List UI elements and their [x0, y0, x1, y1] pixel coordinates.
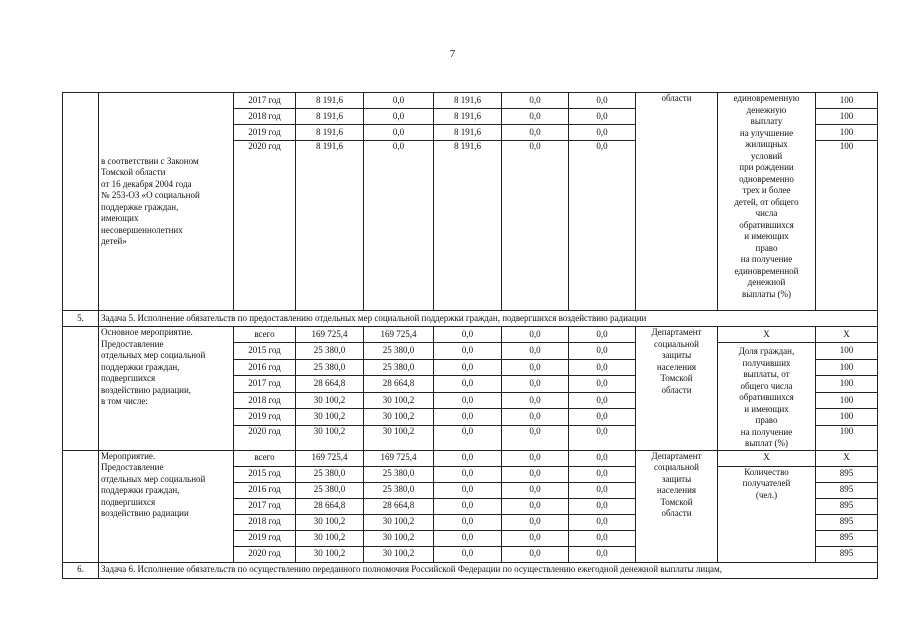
budget-cell: 0,0: [569, 466, 636, 482]
budget-cell: 0,0: [569, 343, 636, 360]
indicator-cell: Количество получателей (чел.): [718, 466, 816, 562]
budget-cell: 0,0: [502, 327, 569, 343]
budget-cell: 0,0: [502, 482, 569, 498]
budget-cell: 30 100,2: [364, 392, 434, 409]
budget-cell: 0,0: [434, 359, 502, 376]
budget-cell: 0,0: [434, 327, 502, 343]
budget-cell: 0,0: [502, 392, 569, 409]
budget-cell: 0,0: [364, 109, 434, 125]
budget-cell: 0,0: [502, 93, 569, 109]
indicator-cell: Доля граждан, получивших выплаты, от общего числа обратившихся и имеющих право на получение выплат (%): [718, 343, 816, 451]
total-cell: 30 100,2: [296, 425, 364, 450]
row-number-cell: [63, 450, 99, 562]
year-cell: 2019 год: [234, 530, 296, 546]
budget-cell: 0,0: [569, 376, 636, 393]
budget-cell: 0,0: [502, 466, 569, 482]
budget-cell: 0,0: [569, 141, 636, 311]
executor-cell: Департамент социальной защиты населения Томской области: [636, 327, 718, 451]
budget-cell: 0,0: [434, 409, 502, 426]
budget-cell: 0,0: [434, 376, 502, 393]
budget-cell: 30 100,2: [364, 409, 434, 426]
total-cell: 30 100,2: [296, 530, 364, 546]
budget-cell: 0,0: [569, 359, 636, 376]
program-table: [62, 92, 878, 579]
year-cell: 2017 год: [234, 498, 296, 514]
target-value-cell: X: [816, 450, 878, 466]
activity-description: Мероприятие. Предоставление отдельных мер социальной поддержки граждан, подвергшихся воздействию радиации: [99, 450, 234, 562]
budget-cell: 0,0: [502, 359, 569, 376]
budget-cell: 0,0: [364, 141, 434, 311]
year-cell: всего: [234, 327, 296, 343]
year-cell: всего: [234, 450, 296, 466]
budget-cell: 30 100,2: [364, 530, 434, 546]
budget-cell: 30 100,2: [364, 514, 434, 530]
budget-cell: 25 380,0: [364, 343, 434, 360]
budget-cell: 0,0: [569, 125, 636, 141]
task-row: [63, 311, 878, 327]
task-number: 5.: [63, 311, 99, 327]
target-value-cell: 100: [816, 409, 878, 426]
budget-cell: 0,0: [569, 327, 636, 343]
year-cell: 2016 год: [234, 482, 296, 498]
target-value-cell: 895: [816, 482, 878, 498]
budget-cell: 0,0: [434, 450, 502, 466]
total-cell: 25 380,0: [296, 466, 364, 482]
budget-cell: 0,0: [434, 343, 502, 360]
budget-cell: 0,0: [502, 343, 569, 360]
budget-cell: 0,0: [502, 546, 569, 562]
budget-cell: 0,0: [364, 125, 434, 141]
target-value-cell: 895: [816, 466, 878, 482]
year-cell: 2016 год: [234, 359, 296, 376]
budget-cell: 25 380,0: [364, 466, 434, 482]
task-row: [63, 562, 878, 578]
total-cell: 169 725,4: [296, 327, 364, 343]
total-cell: 30 100,2: [296, 514, 364, 530]
target-value-cell: 100: [816, 125, 878, 141]
budget-cell: 0,0: [502, 498, 569, 514]
page-number: 7: [449, 48, 456, 60]
budget-cell: 0,0: [434, 514, 502, 530]
budget-cell: 30 100,2: [364, 425, 434, 450]
total-cell: 8 191,6: [296, 125, 364, 141]
budget-cell: 0,0: [569, 482, 636, 498]
budget-cell: 0,0: [569, 425, 636, 450]
total-cell: 30 100,2: [296, 392, 364, 409]
table-row: [63, 327, 878, 343]
row-number-cell: [63, 93, 99, 311]
budget-cell: 8 191,6: [434, 93, 502, 109]
budget-cell: 0,0: [434, 392, 502, 409]
budget-cell: 0,0: [502, 109, 569, 125]
budget-cell: 0,0: [569, 392, 636, 409]
executor-cell: области: [636, 93, 718, 311]
year-cell: 2020 год: [234, 425, 296, 450]
budget-cell: 0,0: [434, 425, 502, 450]
total-cell: 28 664,8: [296, 498, 364, 514]
budget-cell: 0,0: [502, 425, 569, 450]
target-value-cell: 100: [816, 392, 878, 409]
year-cell: 2019 год: [234, 125, 296, 141]
task-number: 6.: [63, 562, 99, 578]
indicator-total-cell: X: [718, 327, 816, 343]
total-cell: 30 100,2: [296, 546, 364, 562]
budget-cell: 169 725,4: [364, 327, 434, 343]
budget-cell: 0,0: [434, 466, 502, 482]
target-value-cell: 100: [816, 425, 878, 450]
executor-cell: Департамент социальной защиты населения Томской области: [636, 450, 718, 562]
budget-cell: 0,0: [434, 546, 502, 562]
budget-cell: 0,0: [569, 530, 636, 546]
total-cell: 25 380,0: [296, 482, 364, 498]
total-cell: 8 191,6: [296, 141, 364, 311]
indicator-cell: единовременную денежную выплату на улучшение жилищных условий при рождении одновременно трех и более детей, от общего числа обратившихся и имеющих право на получение единовременной денежной выплаты (%): [718, 93, 816, 311]
budget-cell: 25 380,0: [364, 482, 434, 498]
total-cell: 25 380,0: [296, 359, 364, 376]
target-value-cell: 100: [816, 343, 878, 360]
row-number-cell: [63, 327, 99, 451]
total-cell: 8 191,6: [296, 109, 364, 125]
year-cell: 2017 год: [234, 93, 296, 109]
budget-cell: 0,0: [502, 125, 569, 141]
target-value-cell: 100: [816, 109, 878, 125]
target-value-cell: 895: [816, 546, 878, 562]
activity-description: Основное мероприятие. Предоставление отдельных мер социальной поддержки граждан, подвергшихся воздействию радиации, в том числе:: [99, 327, 234, 451]
budget-cell: 169 725,4: [364, 450, 434, 466]
target-value-cell: 100: [816, 376, 878, 393]
budget-cell: 0,0: [434, 530, 502, 546]
budget-cell: 0,0: [434, 482, 502, 498]
budget-cell: 30 100,2: [364, 546, 434, 562]
total-cell: 28 664,8: [296, 376, 364, 393]
table-row: [63, 93, 878, 109]
budget-cell: 0,0: [569, 546, 636, 562]
total-cell: 25 380,0: [296, 343, 364, 360]
budget-cell: 0,0: [502, 409, 569, 426]
budget-cell: 28 664,8: [364, 376, 434, 393]
budget-cell: 0,0: [569, 450, 636, 466]
year-cell: 2017 год: [234, 376, 296, 393]
budget-cell: 0,0: [502, 376, 569, 393]
table-row: [63, 450, 878, 466]
target-value-cell: X: [816, 327, 878, 343]
target-value-cell: 895: [816, 530, 878, 546]
year-cell: 2020 год: [234, 546, 296, 562]
budget-cell: 25 380,0: [364, 359, 434, 376]
budget-cell: 0,0: [569, 514, 636, 530]
budget-cell: 8 191,6: [434, 125, 502, 141]
year-cell: 2015 год: [234, 343, 296, 360]
budget-cell: 0,0: [569, 409, 636, 426]
budget-cell: 0,0: [364, 93, 434, 109]
budget-cell: 0,0: [502, 514, 569, 530]
budget-cell: 28 664,8: [364, 498, 434, 514]
target-value-cell: 100: [816, 359, 878, 376]
year-cell: 2015 год: [234, 466, 296, 482]
year-cell: 2019 год: [234, 409, 296, 426]
target-value-cell: 895: [816, 514, 878, 530]
total-cell: 8 191,6: [296, 93, 364, 109]
total-cell: 169 725,4: [296, 450, 364, 466]
task-title: Задача 5. Исполнение обязательств по предоставлению отдельных мер социальной поддержки граждан, подвергшихся воздействию радиации: [99, 311, 878, 327]
budget-cell: 0,0: [502, 141, 569, 311]
budget-cell: 0,0: [502, 530, 569, 546]
target-value-cell: 895: [816, 498, 878, 514]
budget-cell: 0,0: [434, 498, 502, 514]
year-cell: 2020 год: [234, 141, 296, 311]
budget-cell: 0,0: [569, 109, 636, 125]
target-value-cell: 100: [816, 93, 878, 109]
budget-cell: 8 191,6: [434, 109, 502, 125]
budget-cell: 0,0: [569, 498, 636, 514]
target-value-cell: 100: [816, 141, 878, 311]
budget-cell: 0,0: [502, 450, 569, 466]
task-title: Задача 6. Исполнение обязательств по осуществлению переданного полномочия Российской Федерации по осуществлению ежегодной денежной выплаты лицам,: [99, 562, 878, 578]
total-cell: 30 100,2: [296, 409, 364, 426]
year-cell: 2018 год: [234, 392, 296, 409]
activity-description: в соответствии с Законом Томской области от 16 декабря 2004 года № 253-ОЗ «О социальной поддержке граждан, имеющих несовершеннолетних детей»: [99, 93, 234, 311]
year-cell: 2018 год: [234, 514, 296, 530]
budget-cell: 8 191,6: [434, 141, 502, 311]
year-cell: 2018 год: [234, 109, 296, 125]
budget-cell: 0,0: [569, 93, 636, 109]
indicator-total-cell: X: [718, 450, 816, 466]
